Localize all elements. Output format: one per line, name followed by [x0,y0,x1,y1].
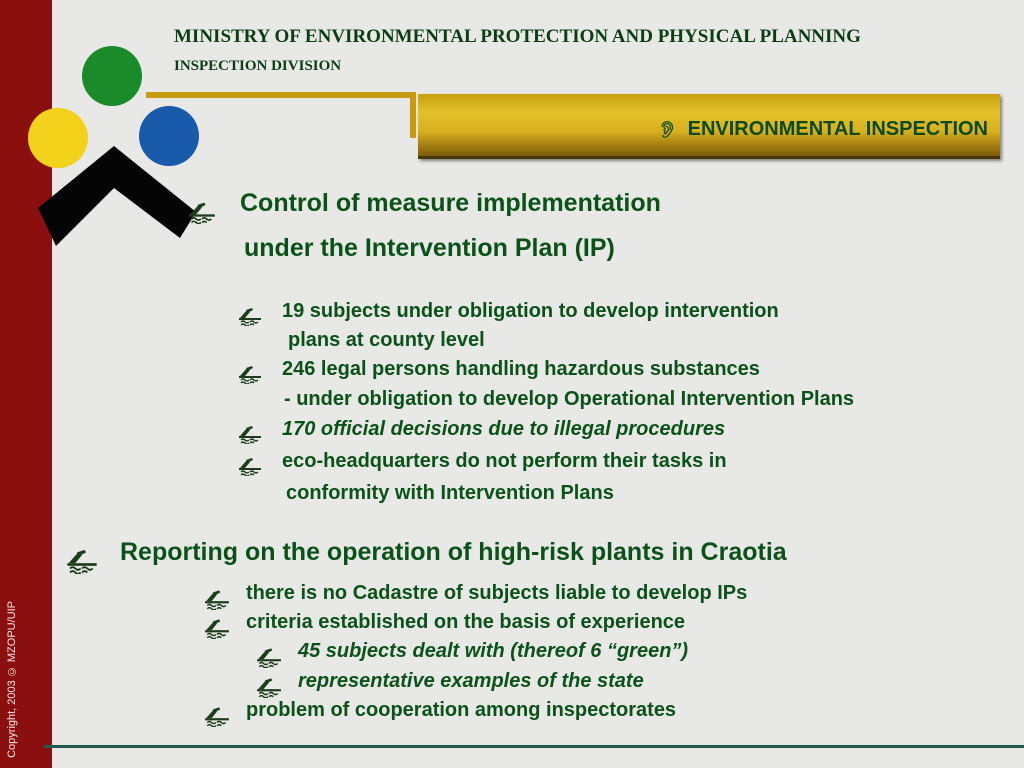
s1-bullet1-line2: plans at county level [288,329,485,351]
banner-title: ENVIRONMENTAL INSPECTION [687,118,988,140]
s1-bullet2-line1: 246 legal persons handling hazardous substances [282,358,760,380]
hand-writing-icon [238,364,262,384]
title-banner [418,94,1000,159]
hand-writing-icon [204,705,230,727]
s1-bullet3-line1: 170 official decisions due to illegal procedures [282,418,726,440]
copyright-text: Copyright, 2003 © MZOPU/UIP [6,601,18,758]
gold-divider [146,92,416,98]
hand-writing-icon [66,547,98,574]
header-division: INSPECTION DIVISION [174,58,342,74]
section1-title-line2: under the Intervention Plan (IP) [244,234,615,262]
s1-bullet4-line2: conformity with Intervention Plans [286,482,614,504]
s1-bullet4-line1: eco-headquarters do not perform their tasks in [282,450,727,472]
hand-writing-icon [238,424,262,444]
s2-bullet3: 45 subjects dealt with (thereof 6 “green”) [298,640,689,662]
hand-writing-icon [238,306,262,326]
gold-divider-vertical [410,92,416,138]
hand-writing-icon [256,646,282,668]
section2-title: Reporting on the operation of high-risk plants in Craotia [120,538,787,566]
header-ministry: MINISTRY OF ENVIRONMENTAL PROTECTION AND PHYSICAL PLANNING [174,26,861,47]
hand-writing-icon [188,200,216,224]
s2-bullet1: there is no Cadastre of subjects liable to develop IPs [246,582,748,604]
section1-title-line1: Control of measure implementation [240,189,661,217]
hand-writing-icon [238,456,262,476]
hand-writing-icon [204,617,230,639]
bottom-divider [44,745,1024,748]
hand-writing-icon [256,676,282,698]
s2-bullet5: problem of cooperation among inspectorates [246,699,677,721]
hand-writing-icon [204,588,230,610]
s2-bullet2: criteria established on the basis of experience [246,611,686,633]
banner-title-wrap [657,118,988,141]
ear-icon: 👂︎ [657,122,678,139]
s2-bullet4: representative examples of the state [298,670,644,692]
s1-bullet2-line2: - under obligation to develop Operational Intervention Plans [284,388,855,410]
s1-bullet1-line1: 19 subjects under obligation to develop intervention [282,300,779,322]
